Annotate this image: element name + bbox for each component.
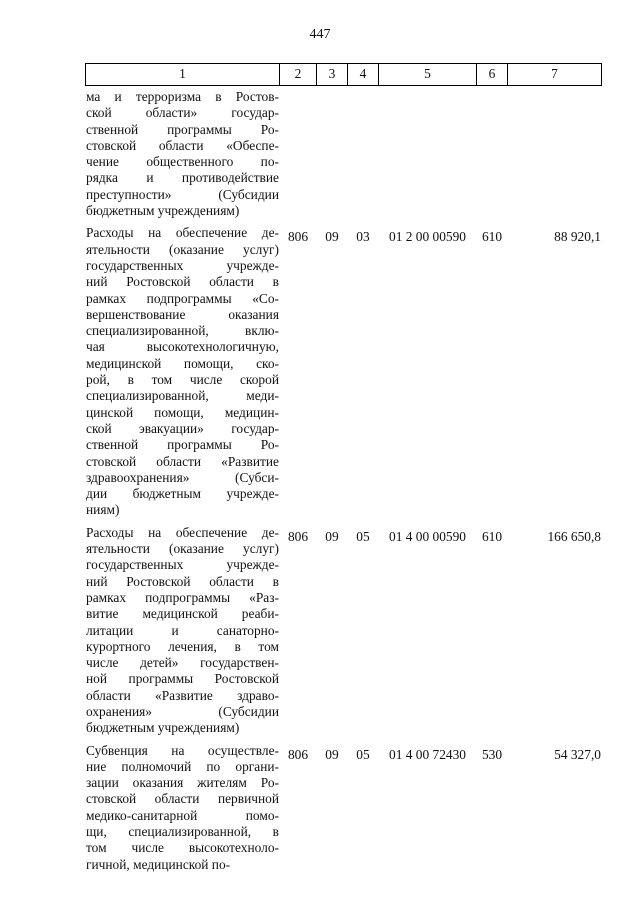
cell-section-value: 09 [325, 528, 339, 544]
cell-ministry-code-value [280, 86, 316, 106]
description-line: литации и санаторно- [86, 622, 279, 638]
row-description [86, 525, 280, 737]
description-line: преступности» (Субсидии [86, 186, 279, 202]
cell-subsection [348, 225, 379, 518]
description-line: чение общественного по- [86, 154, 279, 170]
table-row [86, 225, 602, 518]
cell-ministry-code [280, 743, 317, 873]
table-row [86, 86, 602, 220]
cell-target-article [379, 525, 477, 737]
description-line: ний Ростовской области в [86, 573, 279, 589]
cell-amount [508, 743, 602, 873]
description-line: рядка и противодействие [86, 170, 279, 186]
description-line: вершенствование оказания [86, 306, 279, 322]
cell-target-article [379, 225, 477, 518]
description-line: ной программы Ростовской [86, 671, 279, 687]
cell-expense-type-value: 610 [481, 528, 503, 544]
description-line: медико-санитарной помо- [86, 807, 279, 823]
description-line: охранения» (Субсидии [86, 703, 279, 719]
description-line: Расходы на обеспечение де- [86, 225, 279, 241]
description-line: ма и терроризма в Ростов- [86, 89, 279, 104]
row-description [86, 743, 280, 873]
cell-target-article [379, 743, 477, 873]
page-number: 447 [309, 27, 331, 42]
col-header-3: 3 [317, 64, 348, 86]
cell-target-article-value [379, 86, 476, 106]
cell-section-value [317, 86, 347, 106]
col-header-4: 4 [348, 64, 379, 86]
description-line: рамках подпрограммы «Со- [86, 290, 279, 306]
cell-subsection [348, 525, 379, 737]
row-description [86, 225, 280, 518]
description-line: ственной программы Ро- [86, 121, 279, 137]
cell-section [317, 525, 348, 737]
description-line: здравоохранения» (Субси- [86, 469, 279, 485]
cell-target-article-value: 01 4 00 72430 [389, 746, 466, 762]
description-line: витие медицинской реаби- [86, 606, 279, 622]
cell-amount [508, 86, 602, 220]
description-line: ниям) [86, 502, 120, 518]
table-row [86, 525, 602, 737]
description-line: Субвенция на осуществле- [86, 742, 279, 758]
cell-section [317, 225, 348, 518]
description-line: бюджетным учреждениям) [86, 720, 240, 736]
description-line: дии бюджетным учрежде- [86, 486, 279, 502]
cell-subsection-value: 05 [356, 746, 370, 762]
cell-ministry-code [280, 225, 317, 518]
cell-section-value: 09 [325, 746, 339, 762]
col-header-6: 6 [477, 64, 508, 86]
cell-expense-type-value [477, 86, 507, 106]
description-line: области «Развитие здраво- [86, 687, 279, 703]
cell-amount-value [508, 86, 601, 106]
cell-expense-type [477, 525, 508, 737]
cell-target-article-value: 01 4 00 00590 [389, 528, 466, 544]
cell-expense-type [477, 743, 508, 873]
row-description [86, 86, 280, 220]
description-line: цинской помощи, медицин- [86, 404, 279, 420]
description-line: курортного лечения, в том [86, 638, 279, 654]
description-line: рой, в том числе скорой [86, 372, 279, 388]
description-line: щи, специализированной, в [86, 824, 279, 840]
description-line: медицинской помощи, ско- [86, 355, 279, 371]
cell-expense-type-value: 530 [481, 746, 503, 762]
description-line: ятельности (оказание услуг) [86, 241, 279, 257]
description-line: зации оказания жителям Ро- [86, 775, 279, 791]
col-header-2: 2 [280, 64, 317, 86]
cell-section [317, 86, 348, 220]
description-line: государственных учрежде- [86, 257, 279, 273]
description-line: бюджетным учреждениям) [86, 203, 240, 219]
col-header-1: 1 [86, 64, 280, 86]
cell-amount-value: 54 327,0 [554, 746, 601, 762]
cell-subsection-value: 03 [356, 229, 370, 245]
description-line: Расходы на обеспечение де- [86, 524, 279, 540]
description-line: стовской области «Обеспе- [86, 137, 279, 153]
description-line: числе детей» государствен- [86, 655, 279, 671]
description-line: ственной программы Ро- [86, 437, 279, 453]
cell-expense-type [477, 86, 508, 220]
cell-amount-value: 88 920,1 [554, 229, 601, 245]
description-line: специализированной, вклю- [86, 323, 279, 339]
description-line: государственных учрежде- [86, 557, 279, 573]
cell-amount [508, 225, 602, 518]
cell-amount-value: 166 650,8 [547, 528, 601, 544]
cell-section [317, 743, 348, 873]
cell-ministry-code [280, 86, 317, 220]
description-line: ние полномочий по органи- [86, 758, 279, 774]
description-line: стовской области «Развитие [86, 453, 279, 469]
description-line: чая высокотехнологичную, [86, 339, 279, 355]
cell-section-value: 09 [325, 229, 339, 245]
col-header-5: 5 [379, 64, 477, 86]
cell-ministry-code-value: 806 [287, 229, 309, 245]
table-row [86, 743, 602, 873]
description-line: гичной, медицинской по- [86, 856, 231, 872]
cell-ministry-code-value: 806 [287, 528, 309, 544]
description-line: ний Ростовской области в [86, 274, 279, 290]
description-line: специализированной, меди- [86, 388, 279, 404]
description-line: ятельности (оказание услуг) [86, 541, 279, 557]
cell-ministry-code-value: 806 [287, 746, 309, 762]
budget-table [85, 63, 602, 873]
cell-subsection [348, 86, 379, 220]
cell-target-article-value: 01 2 00 00590 [389, 229, 466, 245]
cell-expense-type [477, 225, 508, 518]
description-line: стовской области первичной [86, 791, 279, 807]
cell-subsection [348, 743, 379, 873]
description-line: ской эвакуации» государ- [86, 420, 279, 436]
col-header-7: 7 [508, 64, 602, 86]
description-line: ской области» государ- [86, 105, 279, 121]
cell-ministry-code [280, 525, 317, 737]
header-row [86, 64, 602, 86]
cell-amount [508, 525, 602, 737]
cell-subsection-value: 05 [356, 528, 370, 544]
description-line: рамках подпрограммы «Раз- [86, 589, 279, 605]
description-line: том числе высокотехноло- [86, 840, 279, 856]
cell-expense-type-value: 610 [481, 229, 503, 245]
cell-target-article [379, 86, 477, 220]
cell-subsection-value [348, 86, 378, 106]
